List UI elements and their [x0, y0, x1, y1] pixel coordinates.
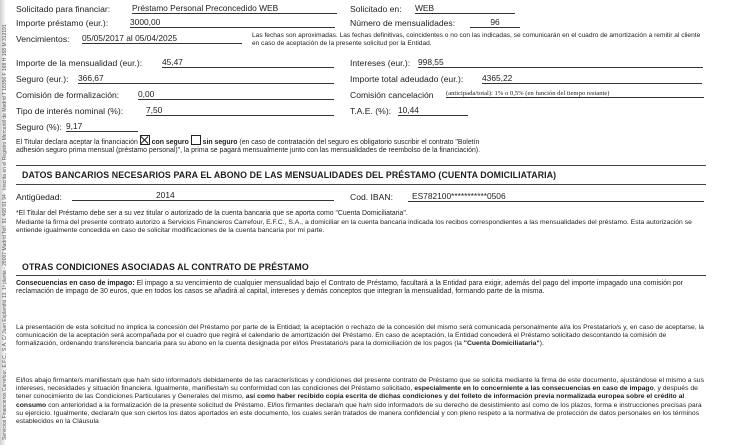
antiguedad-label: Antigüedad: [16, 192, 62, 202]
importe-mensualidad-label: Importe de la mensualidad (eur.): [16, 58, 143, 68]
tae-label: T.A.E. (%): [350, 106, 392, 116]
seguro-pct-label: Seguro (%): [16, 122, 62, 132]
titular-declaration: El Titular declara aceptar la financiación con seguro sin seguro (en caso de contratación del seguro es obligatorio suscribir el contrato "Boletín adhesión seguro prima mensual (préstamo personal)", la prima se pagará mensualmente junto con las mensualidades de reembolso de la financiación). [16, 135, 480, 155]
iban-label: Cod. IBAN: [350, 192, 393, 202]
impago-paragraph: Consecuencias en caso de impago: El impago a su vencimiento de cualquier mensualidad bajo el Contrato de Préstamo, facultará a la Entidad para exigir, además del pago del importe impagado una comisión por reclamación de impago de 30 euros, que en todos los casos se añadirá al capital, intereses y demás conceptos que integran la mensualidad, formando parte de la misma. [16, 280, 683, 296]
presentacion-paragraph: La presentación de esta solicitud no implica la concesión del Préstamo por parte de la Entidad; la aceptación o rechazo de la concesión del mismo será comunicada personalmente al/a los Prestatario/s y, en caso de aceptarse, la comunicación de la aceptación será acompañada por el cuadro que regirá el calendario de amortización del Préstamo. En caso de aceptación, la Entidad concederá el Préstamo solicitado descontando la comisión de formalización, ordenando transferencia bancaria para su abono en la cuenta designada por el/los Prestatario/s para la domiciliación de los pagos (la "Cuenta Domiciliataria"). [16, 324, 704, 348]
solicitado-en-label: Solicitado en: [350, 4, 402, 14]
solicitado-value: Préstamo Personal Preconcedido WEB [132, 3, 337, 14]
comision-formalizacion-label: Comisión de formalización: [16, 90, 120, 100]
con-seguro-checkbox[interactable] [140, 135, 150, 145]
vencimientos-note: Las fechas son aproximadas. Las fechas definitivas, coincidentes o no con las indicadas, se comunicarán en el cuadro de amortización a remitir al cliente en caso de aceptación de la presente solicitud por la Entidad. [252, 32, 701, 47]
importe-mensualidad-value: 45,47 [162, 57, 334, 68]
other-heading: OTRAS CONDICIONES ASOCIADAS AL CONTRATO DE PRÉSTAMO [22, 262, 309, 272]
tae-value: 10,44 [398, 105, 468, 116]
tipo-interes-value: 7,50 [146, 105, 334, 116]
bank-heading: DATOS BANCARIOS NECESARIOS PARA EL ABONO DE LAS MENSUALIDADES DEL PRÉSTAMO (CUENTA DOMICILIATARIA) [22, 170, 557, 180]
firmantes-paragraph: El/los abajo firmante/s manifiesta/n que ha/n sido informado/s debidamente de las características y condiciones del presente contrato de Préstamo que se solicita mediante la firma de este documento, ajustándose el mismo a sus intereses, necesidades y situación financiera. Igualmente, manifiesta/n su conformidad con las condiciones del Préstamo solicitado, especialmente en lo concerniente a las consecuencias en caso de impago, y después de tener conocimiento de las Condiciones Particulares y Generales del mismo, así como haber recibido copia escrita de dichas condiciones y del folleto de información previa normalizada europea sobre el crédito al consumo con anterioridad a la formalización de la presente solicitud de Préstamo. El/los firmantes declara/n que ha/n sido informado/s de su derecho de desistimiento así como de los plazos, forma e instrucciones precisas para su ejercicio. Igualmente, declara/n que son ciertos los datos aportados en este documento, los cuales serán tratados de manera confidencial y con pleno respeto a la normativa de protección de datos personales en los términos establecidos en la Cláusula [16, 377, 704, 426]
side-registry-text: Servicios Financieros Carrefour, E.F.C., S.A. C/ Juan Esplandiú 13, 1ª planta - 28007 Madrid Telf. 91 468 91 94 Inscrita en el Registro Mercantil de Madrid T 18356 F 168 H 168 M 312191 [2, 24, 8, 440]
comision-cancelacion-value: (anticipada/total): 1% o 0,5% (en función del tiempo restante) [446, 90, 704, 98]
importe-value: 3000,00 [130, 17, 335, 28]
divider [16, 275, 706, 276]
comision-cancelacion-label: Comisión cancelación [350, 90, 434, 100]
intereses-value: 998,55 [418, 57, 703, 68]
iban-value: ES782100***********0506 [408, 191, 704, 202]
divider [16, 165, 706, 166]
seguro-pct-value: 9,17 [66, 121, 138, 132]
vencimientos-value: 05/05/2017 al 05/04/2025 [82, 33, 242, 44]
solicitado-label: Solicitado para financiar: [16, 4, 111, 14]
seguro-label: Seguro (eur.): [16, 74, 69, 84]
vencimientos-label: Vencimientos: [16, 34, 70, 44]
importe-total-label: Importe total adeudado (eur.): [350, 74, 464, 84]
comision-formalizacion-value: 0,00 [138, 89, 334, 100]
solicitado-en-value: WEB [415, 3, 515, 14]
bank-note-titular: *El Titular del Préstamo debe ser a su vez titular o autorizado de la cuenta bancaria que se aporta como "Cuenta Domiciliataria". [16, 210, 408, 217]
num-mensualidades-label: Número de mensualidades: [350, 18, 456, 28]
intereses-label: Intereses (eur.): [350, 58, 411, 68]
seguro-value: 366,67 [78, 73, 334, 84]
tipo-interes-label: Tipo de interés nominal (%): [16, 106, 124, 116]
antiguedad-value: 2014 [72, 190, 334, 201]
importe-label: Importe préstamo (eur.): [16, 18, 109, 28]
importe-total-value: 4365,22 [482, 73, 702, 84]
num-mensualidades-value: 96 [470, 17, 520, 28]
divider [16, 184, 706, 185]
sin-seguro-checkbox[interactable] [191, 135, 201, 145]
bank-note-autorizacion: Mediante la firma del presente contrato autorizo a Servicios Financieros Carrefour, E.F.C., S.A., a domiciliar en la cuenta bancaria indicada los recibos correspondientes a las mensualidades del préstamo. Esta autorización se entiende igualmente concedida en caso de solicitar modificaciones de la cuenta bancaria por mí parte. [16, 219, 692, 235]
